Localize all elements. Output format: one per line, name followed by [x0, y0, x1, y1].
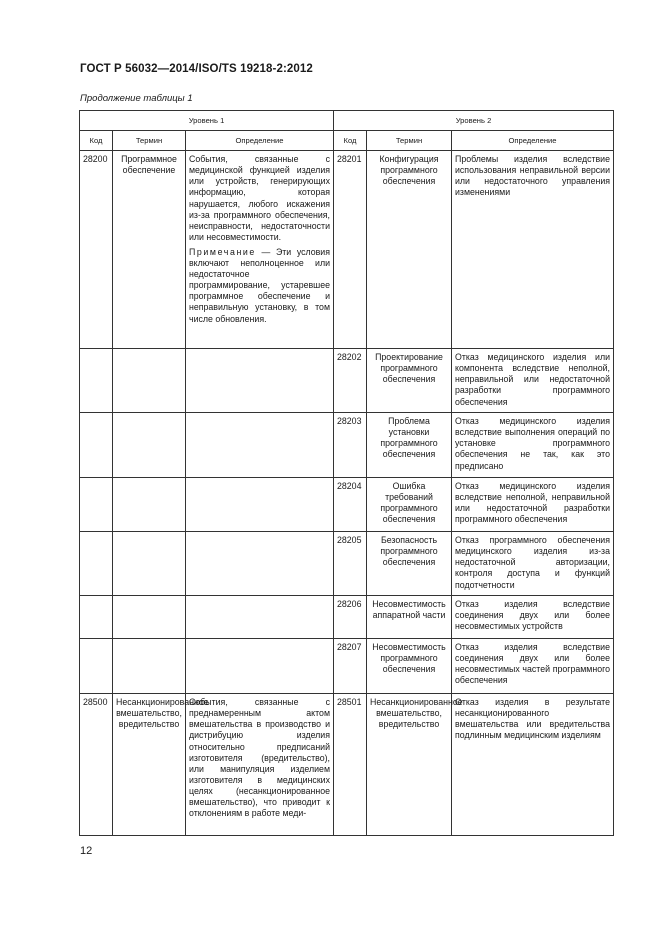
- l2-term: Безопасность программного обеспечения: [367, 532, 452, 596]
- l2-code: 28207: [334, 639, 367, 694]
- l2-definition: Отказ медицинского изделия вследствие выполнения операций по установке программного обеспечения не так, как это предписано: [452, 413, 614, 478]
- l2-term: Несанкционированное вмешательство, вредительство: [367, 694, 452, 836]
- table-row: [80, 478, 614, 532]
- level1-header: Уровень 1: [80, 111, 334, 131]
- l2-code: 28202: [334, 349, 367, 413]
- empty-cell: [113, 639, 186, 694]
- l2-definition: Отказ изделия вследствие соединения двух или более несовместимых устройств: [452, 596, 614, 639]
- empty-cell: [80, 478, 113, 532]
- column-header-row: [80, 131, 614, 151]
- empty-cell: [80, 349, 113, 413]
- col-def-2: Определение: [452, 131, 614, 151]
- l2-definition: Проблемы изделия вследствие использования неправильной версии или недостаточного управления изменениями: [452, 151, 614, 349]
- document-header: ГОСТ Р 56032—2014/ISO/TS 19218-2:2012: [80, 63, 313, 75]
- note-label: Примечание: [189, 246, 256, 257]
- classification-table: [79, 110, 614, 836]
- l2-code: 28501: [334, 694, 367, 836]
- col-term-1: Термин: [113, 131, 186, 151]
- l2-term: Ошибка требований программного обеспечения: [367, 478, 452, 532]
- level-header-row: [80, 111, 614, 131]
- table-row: [80, 349, 614, 413]
- page-number: 12: [80, 845, 93, 857]
- table-row: [80, 694, 614, 836]
- table-row: [80, 532, 614, 596]
- l1-code: 28200: [80, 151, 113, 349]
- empty-cell: [113, 532, 186, 596]
- l1-term: Несанкционированное вмешательство, вредительство: [113, 694, 186, 836]
- l2-definition: Отказ изделия вследствие соединения двух или более несовместимых частей программного обеспечения: [452, 639, 614, 694]
- col-def-1: Определение: [186, 131, 334, 151]
- empty-cell: [80, 639, 113, 694]
- note-text: — Эти условия включают неполноценное или недостаточное программирование, устаревшее программное обеспечение и неправильную установку, в том числе обновления.: [189, 246, 330, 324]
- l1-code: 28500: [80, 694, 113, 836]
- l1-def-text: События, связанные с медицинской функцией изделия или устройств, генерирующих информацию, которая нарушается, любого искажения из-за программного обеспечения, неисправности, недостаточности или несовместимости.: [189, 154, 330, 242]
- l1-term: Программное обеспечение: [113, 151, 186, 349]
- empty-cell: [80, 413, 113, 478]
- empty-cell: [113, 413, 186, 478]
- empty-cell: [113, 478, 186, 532]
- empty-cell: [186, 532, 334, 596]
- l2-term: Несовместимость программного обеспечения: [367, 639, 452, 694]
- l2-definition: Отказ программного обеспечения медицинского изделия из-за недостаточной авторизации, контроля доступа и функций подотчетности: [452, 532, 614, 596]
- empty-cell: [186, 596, 334, 639]
- table-caption: Продолжение таблицы 1: [80, 93, 193, 104]
- l1-definition: События, связанные с преднамеренным актом вмешательства в производство и дистрибуцию изделия относительно предписаний изготовителя (вредительство), или манипуляция изделием изготовителя в медицинских целях (несанкционированное вмешательство), что приводит к отклонениям в работе меди-: [186, 694, 334, 836]
- col-code-1: Код: [80, 131, 113, 151]
- l2-definition: Отказ медицинского изделия вследствие неполной, неправильной или недостаточной разработки программного обеспечения: [452, 478, 614, 532]
- empty-cell: [186, 413, 334, 478]
- l2-code: 28206: [334, 596, 367, 639]
- table-row: [80, 413, 614, 478]
- empty-cell: [186, 639, 334, 694]
- empty-cell: [186, 349, 334, 413]
- l1-definition: [186, 151, 334, 349]
- l2-code: 28204: [334, 478, 367, 532]
- table-row: [80, 151, 614, 349]
- l2-code: 28201: [334, 151, 367, 349]
- l2-term: Несовместимость аппаратной части: [367, 596, 452, 639]
- l2-definition: Отказ медицинского изделия или компонента вследствие неполной, неправильной или недостаточной разработки программного обеспечения: [452, 349, 614, 413]
- l2-definition: Отказ изделия в результате несанкционированного вмешательства или вредительства подлинным медицинским изделиям: [452, 694, 614, 836]
- table-row: [80, 639, 614, 694]
- empty-cell: [113, 596, 186, 639]
- col-code-2: Код: [334, 131, 367, 151]
- l2-term: Проблема установки программного обеспечения: [367, 413, 452, 478]
- col-term-2: Термин: [367, 131, 452, 151]
- l2-code: 28203: [334, 413, 367, 478]
- l1-note: [189, 247, 330, 325]
- l2-term: Конфигурация программного обеспечения: [367, 151, 452, 349]
- empty-cell: [80, 532, 113, 596]
- l2-code: 28205: [334, 532, 367, 596]
- empty-cell: [80, 596, 113, 639]
- level2-header: Уровень 2: [334, 111, 614, 131]
- empty-cell: [113, 349, 186, 413]
- table-row: [80, 596, 614, 639]
- empty-cell: [186, 478, 334, 532]
- l2-term: Проектирование программного обеспечения: [367, 349, 452, 413]
